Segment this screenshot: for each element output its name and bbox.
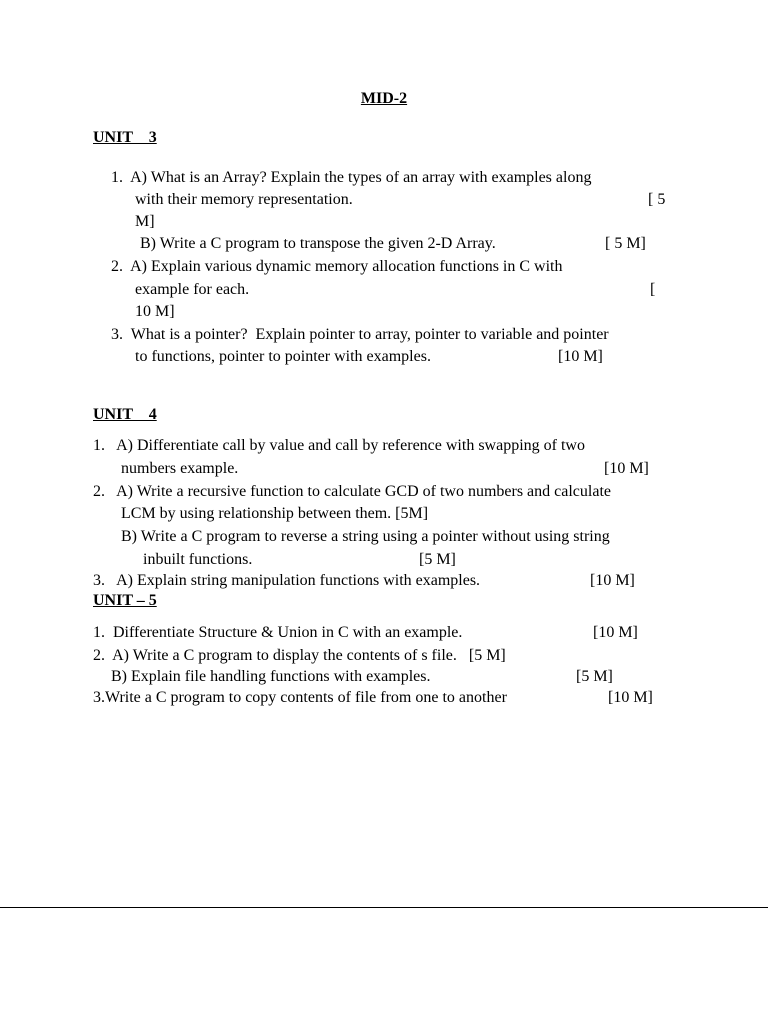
question-line: 3. What is a pointer? Explain pointer to array, pointer to variable and pointer <box>111 326 609 343</box>
question-line: B) Write a C program to transpose the given 2-D Array. <box>140 235 496 252</box>
marks-label: [10 M] <box>590 572 635 589</box>
marks-label: [5 M] <box>419 551 456 568</box>
marks-label: [10 M] <box>604 460 649 477</box>
marks-label: [10 M] <box>558 348 603 365</box>
document-title: MID-2 <box>360 90 408 107</box>
unit-4-heading: UNIT 4 <box>93 406 157 423</box>
marks-label: [5 M] <box>576 668 613 685</box>
question-line: 1. A) What is an Array? Explain the types of an array with examples along <box>111 169 592 186</box>
question-line: 2. A) Write a C program to display the contents of s file. [5 M] <box>93 647 506 664</box>
question-line: to functions, pointer to pointer with examples. <box>135 348 431 365</box>
question-line: 3.Write a C program to copy contents of file from one to another <box>93 689 507 706</box>
marks-label: [ 5 M] <box>605 235 646 252</box>
question-line: 2. A) Write a recursive function to calculate GCD of two numbers and calculate <box>93 483 611 500</box>
page-divider <box>0 907 768 908</box>
question-line: 3. A) Explain string manipulation functions with examples. <box>93 572 481 589</box>
marks-label: M] <box>135 213 155 230</box>
question-line: 2. A) Explain various dynamic memory allocation functions in C with <box>111 258 563 275</box>
marks-label: [ <box>650 281 656 298</box>
question-line: 1. A) Differentiate call by value and call by reference with swapping of two <box>93 437 585 454</box>
question-line: numbers example. <box>121 460 239 477</box>
marks-label: 10 M] <box>135 303 175 320</box>
question-line: B) Explain file handling functions with examples. <box>111 668 431 685</box>
question-line: LCM by using relationship between them. [5M] <box>121 505 429 522</box>
question-line: B) Write a C program to reverse a string using a pointer without using string <box>121 528 610 545</box>
unit-3-heading: UNIT 3 <box>93 129 157 146</box>
question-line: 1. Differentiate Structure & Union in C with an example. <box>93 624 463 641</box>
marks-label: [ 5 <box>648 191 666 208</box>
question-line: inbuilt functions. <box>143 551 253 568</box>
question-line: example for each. <box>135 281 250 298</box>
question-line: with their memory representation. <box>135 191 353 208</box>
marks-label: [10 M] <box>593 624 638 641</box>
marks-label: [10 M] <box>608 689 653 706</box>
unit-5-heading: UNIT – 5 <box>93 592 157 609</box>
